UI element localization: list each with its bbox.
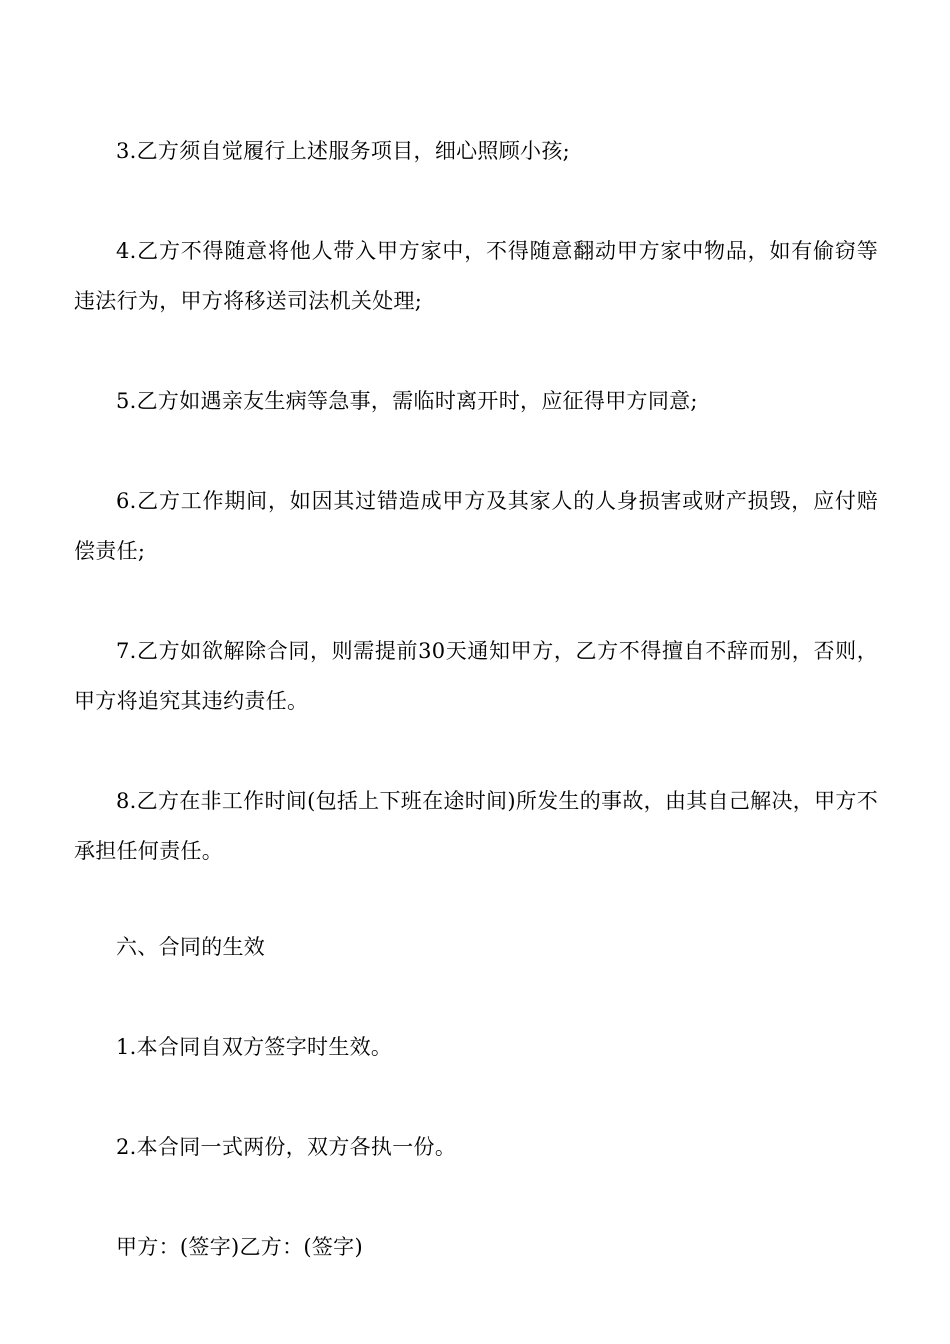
- clause-6-paragraph: 6.乙方工作期间，如因其过错造成甲方及其家人的人身损害或财产损毁，应付赔偿责任;: [74, 489, 878, 563]
- clause-7-paragraph: 7.乙方如欲解除合同，则需提前30天通知甲方，乙方不得擅自不辞而别，否则，甲方将追究其违约责任。: [74, 639, 878, 713]
- clause-3-paragraph: 3.乙方须自觉履行上述服务项目，细心照顾小孩;: [116, 139, 571, 163]
- effect-clause-2-paragraph: 2.本合同一式两份，双方各执一份。: [116, 1135, 457, 1159]
- effect-clause-1-paragraph: 1.本合同自双方签字时生效。: [116, 1035, 393, 1059]
- clause-4-paragraph: 4.乙方不得随意将他人带入甲方家中，不得随意翻动甲方家中物品，如有偷窃等违法行为，甲方将移送司法机关处理;: [74, 239, 878, 313]
- clause-8-paragraph: 8.乙方在非工作时间(包括上下班在途时间)所发生的事故，由其自己解决，甲方不承担任何责任。: [74, 789, 878, 863]
- clause-5-paragraph: 5.乙方如遇亲友生病等急事，需临时离开时，应征得甲方同意;: [116, 389, 698, 413]
- signature-line: 甲方：(签字)乙方：(签字): [116, 1235, 363, 1259]
- section-heading-effectiveness: 六、合同的生效: [116, 935, 266, 959]
